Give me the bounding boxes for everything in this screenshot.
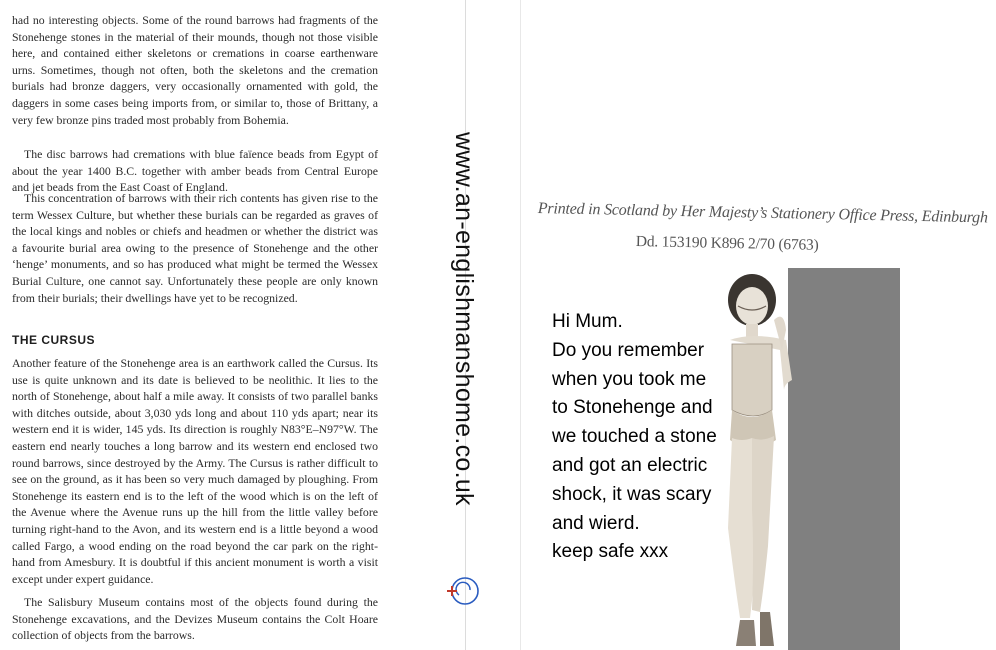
message-line: Do you remember	[552, 339, 705, 361]
postcard-message	[552, 308, 752, 567]
gray-block	[788, 268, 900, 650]
message-line: Hi Mum.	[552, 311, 623, 332]
body-paragraph: Another feature of the Stonehenge area is an earthwork called the Cursus. Its use is quite unknown and its date is believed to be neolithic. It lies to the north of Stonehenge, about half a mile away. It consists of two parallel banks with ditches outside, about 3,030 yds long and about 110 yds apart; near its western end it is wider, 145 yds. Its direction is roughly N83°E–N97°W. The eastern end nearly touches a long barrow and its western end enclosed two round barrows, since destroyed by the Army. The Cursus is rather difficult to see on the ground, as it has been so very much damaged by ploughing. From Stonehenge its eastern end is to the left of the wood which is on the left of the Avenue where the Avenue runs up the hill from the little valley before turning right-hand to the Avon, and its western end is a little beyond a wood called Fargo, a wood ending on the road beyond the car park on the right-hand from Amesbury. It is doubtful if this ancient monument is worth a visit except under expert guidance.	[12, 356, 378, 586]
message-line: we touched a stone	[552, 426, 717, 448]
message-line: and got an electric	[552, 454, 708, 476]
watermark-url: www.an-englishmanshome.co.uk	[450, 132, 478, 506]
imprint-code: Dd. 153190 K896 2/70 (6763)	[635, 233, 819, 254]
message-line: and wierd.	[552, 512, 640, 534]
body-paragraph: This concentration of barrows with their rich contents has given rise to the term Wessex Culture, but whether these burials can be regarded as graves of the local kings and nobles or chiefs and headmen or whether the district was a favourite burial area owing to the presence of Stonehenge and the other ‘henge’ monuments, and so has produced what might be termed the Wessex Burial Culture, one cannot say. Unfortunately these people are only known from their burials; their dwellings have yet to be recognized.	[12, 191, 378, 305]
body-paragraph: The disc barrows had cremations with blue faïence beads from Egypt of about the year 1400 B.C. together with amber beads from Central Europe and jet beads from the East Coast of England.	[12, 147, 378, 195]
message-line: keep safe xxx	[552, 541, 669, 563]
message-line: shock, it was scary	[552, 483, 712, 505]
site-logo-icon	[445, 573, 481, 609]
imprint-line: Printed in Scotland by Her Majesty’s Stationery Office Press, Edinburgh	[537, 200, 988, 227]
body-paragraph: had no interesting objects. Some of the round barrows had fragments of the Stonehenge stones in the material of their mounds, though not those visible here, and contained either skeletons or cremations in coarse earthenware urns. Sometimes, though not often, both the skeletons and the cremation burials had bronze daggers, very occasionally ornamented with gold, the daggers in some cases being imports from, or similar to, those of Brittany, a very few bronze pins traded most probably from Bohemia.	[12, 13, 378, 127]
message-line: to Stonehenge and	[552, 397, 713, 419]
body-paragraph: The Salisbury Museum contains most of the objects found during the Stonehenge excavations, and the Devizes Museum contains the Colt Hoare collection of objects from the barrows.	[12, 595, 378, 643]
message-line: when you took me	[552, 368, 707, 390]
section-heading: THE CURSUS	[12, 333, 96, 347]
book-page	[0, 0, 440, 650]
